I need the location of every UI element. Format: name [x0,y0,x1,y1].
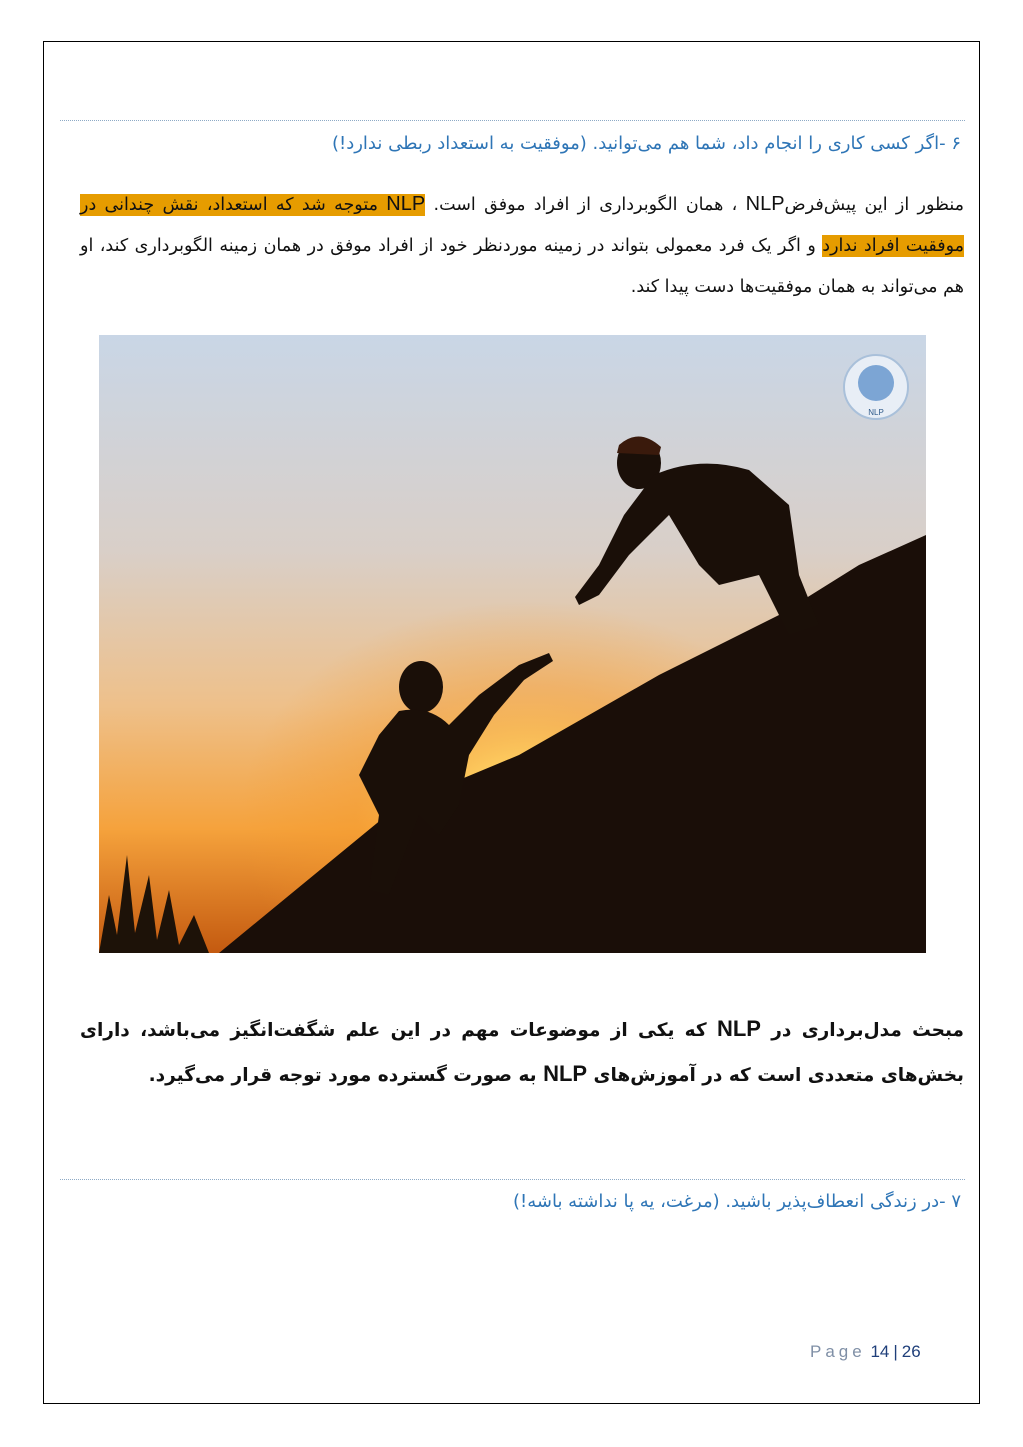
section-divider [60,120,965,121]
paragraph-text: به صورت گسترده مورد توجه قرار می‌گیرد. [148,1065,544,1086]
paragraph-text: ، همان الگوبرداری از افراد موفق است. [425,195,746,215]
paragraph-text: مبحث مدل‌برداری در [760,1020,964,1041]
page-separator: | [893,1342,898,1361]
nlp-term: NLP [745,193,785,215]
section-6-heading: ۶ -اگر کسی کاری را انجام داد، شما هم می‌توانید. (موفقیت به استعداد ربطی ندارد!) [331,133,961,154]
paragraph-text: که یکی از موضوعات مهم در این علم شگفت‌انگیز می‌باشد، دارای بخش‌های متعددی است که در آموزش‌های [80,1020,964,1086]
page-footer [810,1342,921,1362]
modeling-paragraph [80,1007,964,1097]
sunset-helping-hand-photo [99,335,926,953]
photo-illustration [99,335,926,953]
nlp-term: NLP [543,1061,588,1086]
paragraph-text: منظور از این پیش‌فرض [784,195,965,215]
section-7-heading: ۷ -در زندگی انعطاف‌پذیر باشید. (مرغت، یه پا نداشته باشه!) [512,1191,961,1212]
total-pages: 26 [901,1342,921,1361]
highlighted-sentence: متوجه شد که استعداد، نقش چندانی در موفقیت افراد ندارد [80,195,964,256]
page-label: Page [810,1342,866,1361]
logo-text: NLP [868,408,884,417]
page-number: 14 [870,1342,890,1361]
nlp-term: NLP [716,1016,761,1041]
nlp-term: NLP [386,193,426,215]
section-6-paragraph [80,184,964,308]
paragraph-text: و اگر یک فرد معمولی بتواند در زمینه موردنظر خود از افراد موفق در همان زمینه الگوبرداری کند، او هم می‌تواند به همان موفقیت‌ها دست پیدا کند. [80,236,964,297]
section-divider [60,1179,965,1180]
